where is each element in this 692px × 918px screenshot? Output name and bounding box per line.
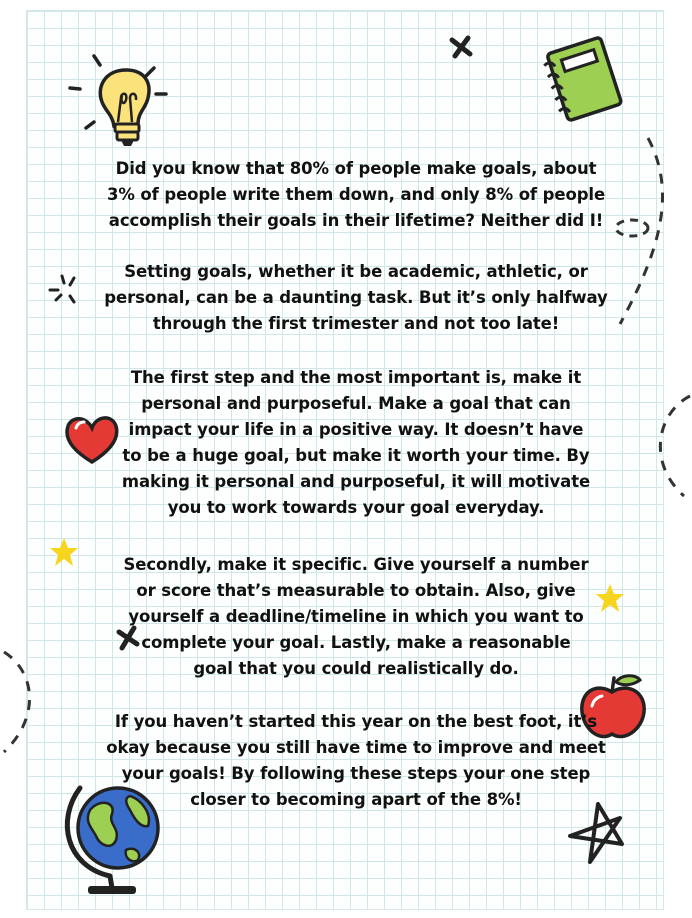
paragraph-statistics: Did you know that 80% of people make goals, about 3% of people write them down, and only 8% of people accomplish their goals in their lifetime? Neither did I! — [106, 159, 606, 230]
dashed-arc-left — [0, 648, 40, 758]
cross-icon — [446, 32, 476, 62]
paragraph-first-step: The first step and the most important is, make it personal and purposeful. Make a goal that can impact your life in a positive way. It doesn’t have to be a huge goal, but make it worth your time. By making it personal and purposeful, it will motivate you to work towards your goal everyday. — [121, 368, 591, 517]
lightbulb-icon — [66, 52, 176, 152]
dashed-arc-right-top — [608, 134, 672, 334]
paragraph-secondly: Secondly, make it specific. Give yourself a number or score that’s measurable to obtain. Also, give yourself a deadline/timeline in which you want to complete your goal. Lastly, make a reasonable goal that you could realistically do. — [123, 555, 589, 678]
paragraph-setting-goals: Setting goals, whether it be academic, athletic, or personal, can be a daunting task. But it’s only halfway through the first trimester and not too late! — [104, 262, 608, 333]
paragraph-conclusion: If you haven’t started this year on the best foot, it’s okay because you still have time to improve and meet your goals! By following these steps your one step closer to becoming apart of the 8%! — [106, 712, 606, 809]
dashed-arc-right-mid — [650, 392, 692, 502]
star-icon — [48, 536, 80, 568]
notebook-icon — [538, 30, 630, 126]
sparkle-icon — [48, 274, 84, 306]
